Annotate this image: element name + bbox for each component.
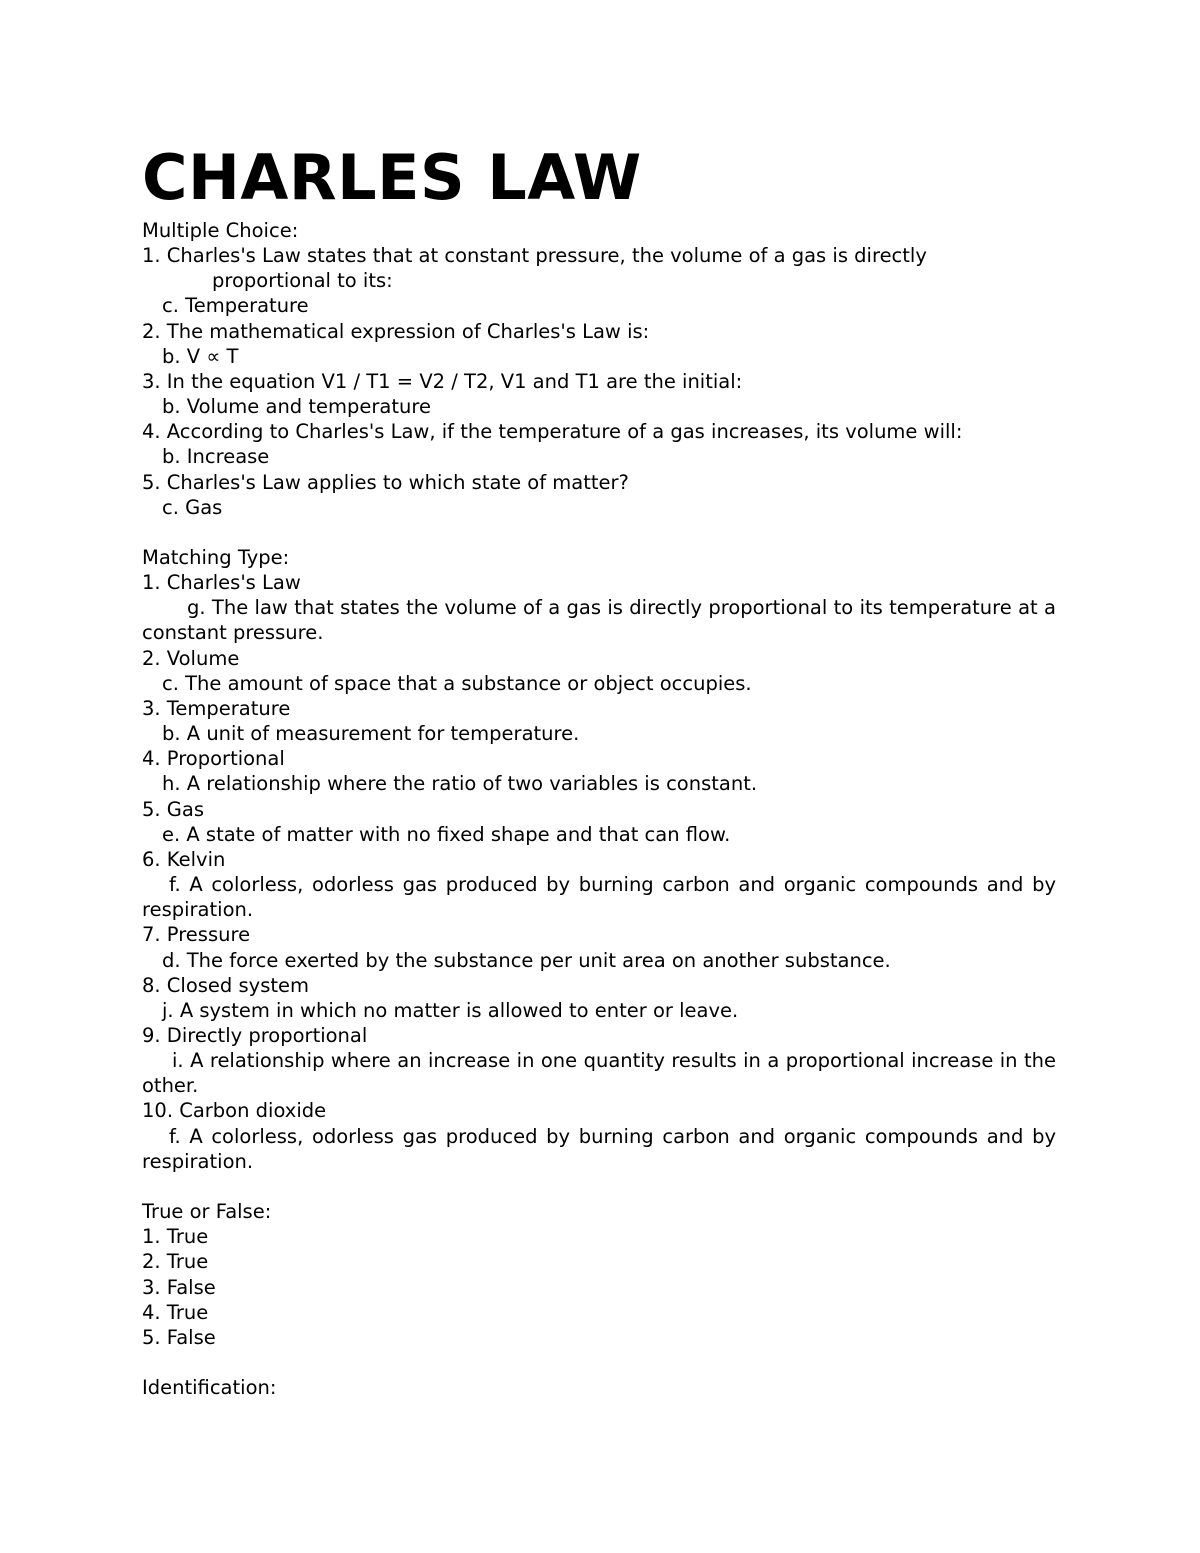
answer-text: c. Gas (162, 495, 223, 519)
spacer (142, 1350, 1056, 1375)
matching-term: 4. Proportional (142, 747, 285, 771)
matching-definition: h. A relationship where the ratio of two variables is constant. (162, 772, 758, 796)
section-heading: True or False: (142, 1200, 272, 1224)
section-heading: Matching Type: (142, 546, 290, 570)
answer-text: b. Volume and temperature (162, 395, 431, 419)
identification-section (142, 1375, 1056, 1400)
matching-definition: j. A system in which no matter is allowed to enter or leave. (162, 998, 739, 1022)
question-text: 4. According to Charles's Law, if the temperature of a gas increases, its volume will: (142, 420, 963, 444)
matching-term: 9. Directly proportional (142, 1023, 368, 1047)
question-text: 5. Charles's Law applies to which state of matter? (142, 470, 629, 494)
true-false-answer: 4. True (142, 1300, 209, 1324)
matching-definition: d. The force exerted by the substance per unit area on another substance. (162, 948, 891, 972)
document-page (142, 138, 1056, 1400)
matching-term: 6. Kelvin (142, 847, 226, 871)
question-text: 1. Charles's Law states that at constant pressure, the volume of a gas is directly (142, 244, 927, 268)
true-false-answer: 5. False (142, 1325, 216, 1349)
matching-term: 3. Temperature (142, 696, 291, 720)
matching-definition: f. A colorless, odorless gas produced by burning carbon and organic compounds and by respiration. (142, 873, 1056, 922)
spacer (142, 520, 1056, 545)
true-false-answer: 3. False (142, 1275, 216, 1299)
true-false-answer: 2. True (142, 1250, 209, 1274)
matching-term: 7. Pressure (142, 923, 251, 947)
matching-term: 2. Volume (142, 646, 240, 670)
answer-text: b. V ∝ T (162, 344, 239, 368)
section-heading: Multiple Choice: (142, 219, 299, 242)
matching-definition: f. A colorless, odorless gas produced by burning carbon and organic compounds and by respiration. (142, 1124, 1056, 1173)
matching-term: 8. Closed system (142, 973, 309, 997)
question-text: 2. The mathematical expression of Charles's Law is: (142, 319, 650, 343)
section-heading: Identification: (142, 1376, 277, 1400)
spacer (142, 1174, 1056, 1199)
matching-definition: g. The law that states the volume of a gas is directly proportional to its temperature at a constant pressure. (142, 596, 1056, 645)
answer-text: b. Increase (162, 445, 270, 469)
question-text: 3. In the equation V1 / T1 = V2 / T2, V1 and T1 are the initial: (142, 369, 743, 393)
answer-text: c. Temperature (162, 294, 309, 318)
question-continuation: proportional to its: (212, 269, 393, 293)
matching-section (142, 545, 1056, 1174)
matching-definition: i. A relationship where an increase in one quantity results in a proportional increase in the other. (142, 1049, 1056, 1098)
matching-definition: b. A unit of measurement for temperature. (162, 722, 580, 746)
true-false-section (142, 1199, 1056, 1350)
matching-definition: e. A state of matter with no fixed shape and that can flow. (162, 822, 731, 846)
true-false-answer: 1. True (142, 1225, 209, 1249)
matching-term: 10. Carbon dioxide (142, 1099, 327, 1123)
matching-definition: c. The amount of space that a substance or object occupies. (162, 671, 752, 695)
document-title: CHARLES LAW (142, 141, 642, 214)
matching-term: 5. Gas (142, 797, 205, 821)
matching-term: 1. Charles's Law (142, 571, 301, 595)
multiple-choice-section (142, 218, 1056, 520)
